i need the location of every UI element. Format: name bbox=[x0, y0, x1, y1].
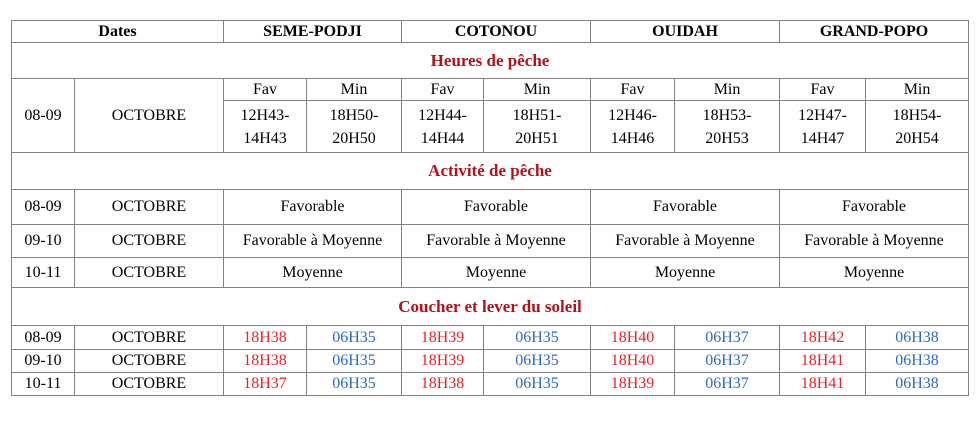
section-row-fishing-hours bbox=[12, 43, 969, 79]
sunset-time: 18H39 bbox=[402, 326, 484, 350]
dates-header: Dates bbox=[12, 21, 224, 43]
month-cell: OCTOBRE bbox=[75, 326, 224, 350]
sunrise-time: 06H35 bbox=[307, 373, 402, 396]
activity-value: Moyenne bbox=[402, 258, 591, 288]
fav-time-range: 12H47- 14H47 bbox=[780, 101, 866, 153]
sunrise-time: 06H35 bbox=[307, 350, 402, 373]
min-time-range: 18H54- 20H54 bbox=[866, 101, 969, 153]
section-row-fishing-activity bbox=[12, 153, 969, 190]
min-label: Min bbox=[484, 79, 591, 101]
min-time-range: 18H50- 20H50 bbox=[307, 101, 402, 153]
sunrise-time: 06H35 bbox=[484, 326, 591, 350]
date-cell: 08-09 bbox=[12, 326, 75, 350]
month-cell: OCTOBRE bbox=[75, 350, 224, 373]
sun-row bbox=[12, 373, 969, 396]
sunrise-time: 06H37 bbox=[675, 350, 780, 373]
section-row-sun bbox=[12, 288, 969, 326]
sunset-time: 18H42 bbox=[780, 326, 866, 350]
fav-time-range: 12H44- 14H44 bbox=[402, 101, 484, 153]
city-header-grand-popo: GRAND-POPO bbox=[780, 21, 969, 43]
month-cell: OCTOBRE bbox=[75, 190, 224, 225]
activity-value: Moyenne bbox=[591, 258, 780, 288]
sunrise-time: 06H35 bbox=[484, 373, 591, 396]
header-row bbox=[12, 21, 969, 43]
fav-label: Fav bbox=[780, 79, 866, 101]
date-cell: 10-11 bbox=[12, 258, 75, 288]
activity-value: Favorable à Moyenne bbox=[224, 225, 402, 258]
month-cell: OCTOBRE bbox=[75, 225, 224, 258]
month-cell: OCTOBRE bbox=[75, 258, 224, 288]
city-header-cotonou: COTONOU bbox=[402, 21, 591, 43]
activity-value: Favorable bbox=[224, 190, 402, 225]
activity-value: Favorable à Moyenne bbox=[402, 225, 591, 258]
sunset-time: 18H38 bbox=[224, 350, 307, 373]
sunrise-time: 06H38 bbox=[866, 326, 969, 350]
fav-time-range: 12H46- 14H46 bbox=[591, 101, 675, 153]
sunset-time: 18H40 bbox=[591, 326, 675, 350]
sunset-time: 18H41 bbox=[780, 373, 866, 396]
activity-value: Moyenne bbox=[780, 258, 969, 288]
section-title-fishing-hours: Heures de pêche bbox=[12, 43, 969, 79]
city-header-ouidah: OUIDAH bbox=[591, 21, 780, 43]
section-title-fishing-activity: Activité de pêche bbox=[12, 153, 969, 190]
sunrise-time: 06H37 bbox=[675, 373, 780, 396]
fav-label: Fav bbox=[224, 79, 307, 101]
fav-label: Fav bbox=[591, 79, 675, 101]
month-cell: OCTOBRE bbox=[75, 373, 224, 396]
date-cell: 09-10 bbox=[12, 350, 75, 373]
activity-value: Favorable bbox=[780, 190, 969, 225]
min-time-range: 18H51- 20H51 bbox=[484, 101, 591, 153]
date-cell: 10-11 bbox=[12, 373, 75, 396]
city-header-seme-podji: SEME-PODJI bbox=[224, 21, 402, 43]
date-cell: 09-10 bbox=[12, 225, 75, 258]
sunset-time: 18H37 bbox=[224, 373, 307, 396]
sunrise-time: 06H37 bbox=[675, 326, 780, 350]
sunset-time: 18H40 bbox=[591, 350, 675, 373]
section-title-sunset-sunrise: Coucher et lever du soleil bbox=[12, 288, 969, 326]
sunrise-time: 06H35 bbox=[307, 326, 402, 350]
fishing-schedule-table bbox=[11, 20, 969, 396]
sunrise-time: 06H38 bbox=[866, 350, 969, 373]
sunrise-time: 06H35 bbox=[484, 350, 591, 373]
min-label: Min bbox=[675, 79, 780, 101]
sunset-time: 18H38 bbox=[224, 326, 307, 350]
month-cell: OCTOBRE bbox=[75, 79, 224, 153]
sunset-time: 18H39 bbox=[402, 350, 484, 373]
min-label: Min bbox=[866, 79, 969, 101]
activity-row bbox=[12, 225, 969, 258]
activity-value: Moyenne bbox=[224, 258, 402, 288]
min-time-range: 18H53- 20H53 bbox=[675, 101, 780, 153]
sunset-time: 18H38 bbox=[402, 373, 484, 396]
sun-row bbox=[12, 350, 969, 373]
activity-value: Favorable bbox=[402, 190, 591, 225]
activity-value: Favorable à Moyenne bbox=[591, 225, 780, 258]
date-cell: 08-09 bbox=[12, 79, 75, 153]
sun-row bbox=[12, 326, 969, 350]
sunset-time: 18H39 bbox=[591, 373, 675, 396]
activity-row bbox=[12, 258, 969, 288]
fav-label: Fav bbox=[402, 79, 484, 101]
fav-time-range: 12H43- 14H43 bbox=[224, 101, 307, 153]
min-label: Min bbox=[307, 79, 402, 101]
fav-min-label-row bbox=[12, 79, 969, 101]
activity-row bbox=[12, 190, 969, 225]
date-cell: 08-09 bbox=[12, 190, 75, 225]
sunset-time: 18H41 bbox=[780, 350, 866, 373]
activity-value: Favorable à Moyenne bbox=[780, 225, 969, 258]
sunrise-time: 06H38 bbox=[866, 373, 969, 396]
activity-value: Favorable bbox=[591, 190, 780, 225]
